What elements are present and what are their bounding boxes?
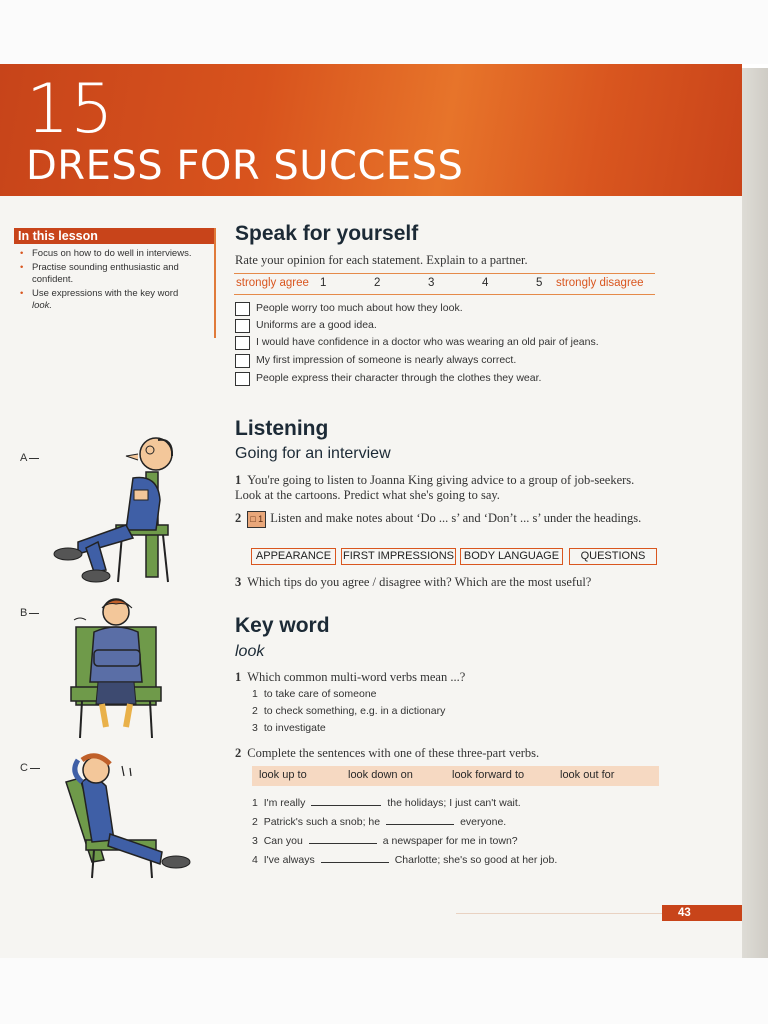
lesson-objective-item: • Use expressions with the key word look. bbox=[20, 288, 210, 312]
statement-text: People worry too much about how they look. bbox=[256, 302, 463, 314]
unit-number: 15 bbox=[26, 70, 115, 149]
meaning-item: 1 to take care of someone bbox=[252, 688, 377, 700]
verb-option: look forward to bbox=[452, 769, 525, 781]
key-word-look: look bbox=[235, 643, 265, 660]
lesson-objective-item: • Focus on how to do well in interviews. bbox=[20, 248, 210, 260]
statement-text: I would have confidence in a doctor who was wearing an old pair of jeans. bbox=[256, 336, 599, 348]
cartoon-arms-crossed-woman bbox=[66, 592, 166, 742]
scan-background-top bbox=[0, 0, 768, 64]
answer-blank[interactable] bbox=[321, 853, 389, 863]
listening-heading: Listening bbox=[235, 417, 329, 440]
key-word-question-2: 2 Complete the sentences with one of these three-part verbs. bbox=[235, 746, 540, 760]
heading-tag-first-impressions: FIRST IMPRESSIONS bbox=[341, 548, 456, 565]
lesson-objectives-list bbox=[14, 244, 214, 312]
scan-background-bottom bbox=[0, 958, 768, 1024]
listening-question-1: 1 You're going to listen to Joanna King giving advice to a group of job-seekers. Look at the cartoons. Predict what she's going to say. bbox=[235, 473, 635, 502]
listening-subheading: Going for an interview bbox=[235, 445, 391, 462]
scale-strongly-disagree: strongly disagree bbox=[556, 277, 644, 289]
rating-box[interactable] bbox=[235, 302, 250, 316]
verb-option: look up to bbox=[259, 769, 307, 781]
answer-blank[interactable] bbox=[311, 796, 381, 806]
sentence-item: 1 I'm really the holidays; I just can't wait. bbox=[252, 797, 521, 809]
key-word-look: look. bbox=[32, 300, 53, 311]
key-word-heading: Key word bbox=[235, 614, 330, 637]
listening-question-2: 2 □ 1 Listen and make notes about ‘Do ... s’ and ‘Don’t ... s’ under the headings. bbox=[235, 511, 655, 528]
verb-option: look out for bbox=[560, 769, 615, 781]
heading-tag-questions: QUESTIONS bbox=[569, 548, 657, 565]
sentence-item: 2 Patrick's such a snob; he everyone. bbox=[252, 816, 507, 828]
scale-3: 3 bbox=[428, 277, 435, 289]
meaning-item: 3 to investigate bbox=[252, 722, 326, 734]
meaning-item: 2 to check something, e.g. in a dictionary bbox=[252, 705, 446, 717]
sentence-item: 3 Can you a newspaper for me in town? bbox=[252, 835, 518, 847]
page-number: 43 bbox=[662, 905, 742, 921]
verb-option: look down on bbox=[348, 769, 413, 781]
rating-box[interactable] bbox=[235, 372, 250, 386]
cartoon-relaxed-man bbox=[52, 752, 202, 882]
rating-scale bbox=[234, 273, 655, 295]
rating-box[interactable] bbox=[235, 336, 250, 350]
speak-for-yourself-heading: Speak for yourself bbox=[235, 222, 419, 245]
sentence-item: 4 I've always Charlotte; she's so good at her job. bbox=[252, 854, 558, 866]
lesson-objectives-heading: In this lesson bbox=[14, 228, 214, 244]
statement-text: People express their character through the clothes they wear. bbox=[256, 372, 542, 384]
lesson-objective-item: • Practise sounding enthusiastic and confident. bbox=[20, 262, 210, 286]
lesson-objectives-box bbox=[14, 228, 216, 338]
cartoon-label-c: C bbox=[20, 762, 40, 774]
audio-track-icon[interactable]: □ 1 bbox=[247, 511, 266, 528]
statement-text: My first impression of someone is nearly always correct. bbox=[256, 354, 517, 366]
scale-1: 1 bbox=[320, 277, 327, 289]
speak-instruction: Rate your opinion for each statement. Explain to a partner. bbox=[235, 253, 528, 267]
heading-tag-body-language: BODY LANGUAGE bbox=[460, 548, 563, 565]
cartoon-label-b: B bbox=[20, 607, 39, 619]
page-edge bbox=[742, 68, 768, 958]
scale-2: 2 bbox=[374, 277, 381, 289]
key-word-question-1: 1 Which common multi-word verbs mean ...? bbox=[235, 670, 466, 684]
answer-blank[interactable] bbox=[309, 834, 377, 844]
rating-box[interactable] bbox=[235, 354, 250, 368]
scale-strongly-agree: strongly agree bbox=[236, 277, 309, 289]
cartoon-slouching-man bbox=[38, 430, 208, 590]
cartoon-label-a: A bbox=[20, 452, 39, 464]
footer-line bbox=[456, 913, 662, 914]
listening-question-3: 3 Which tips do you agree / disagree with? Which are the most useful? bbox=[235, 575, 592, 589]
heading-tag-appearance: APPEARANCE bbox=[251, 548, 336, 565]
rating-box[interactable] bbox=[235, 319, 250, 333]
scale-5: 5 bbox=[536, 277, 543, 289]
statement-text: Uniforms are a good idea. bbox=[256, 319, 377, 331]
unit-title: DRESS FOR SUCCESS bbox=[26, 143, 464, 189]
verb-options-bar bbox=[252, 766, 659, 786]
answer-blank[interactable] bbox=[386, 815, 454, 825]
scale-4: 4 bbox=[482, 277, 489, 289]
